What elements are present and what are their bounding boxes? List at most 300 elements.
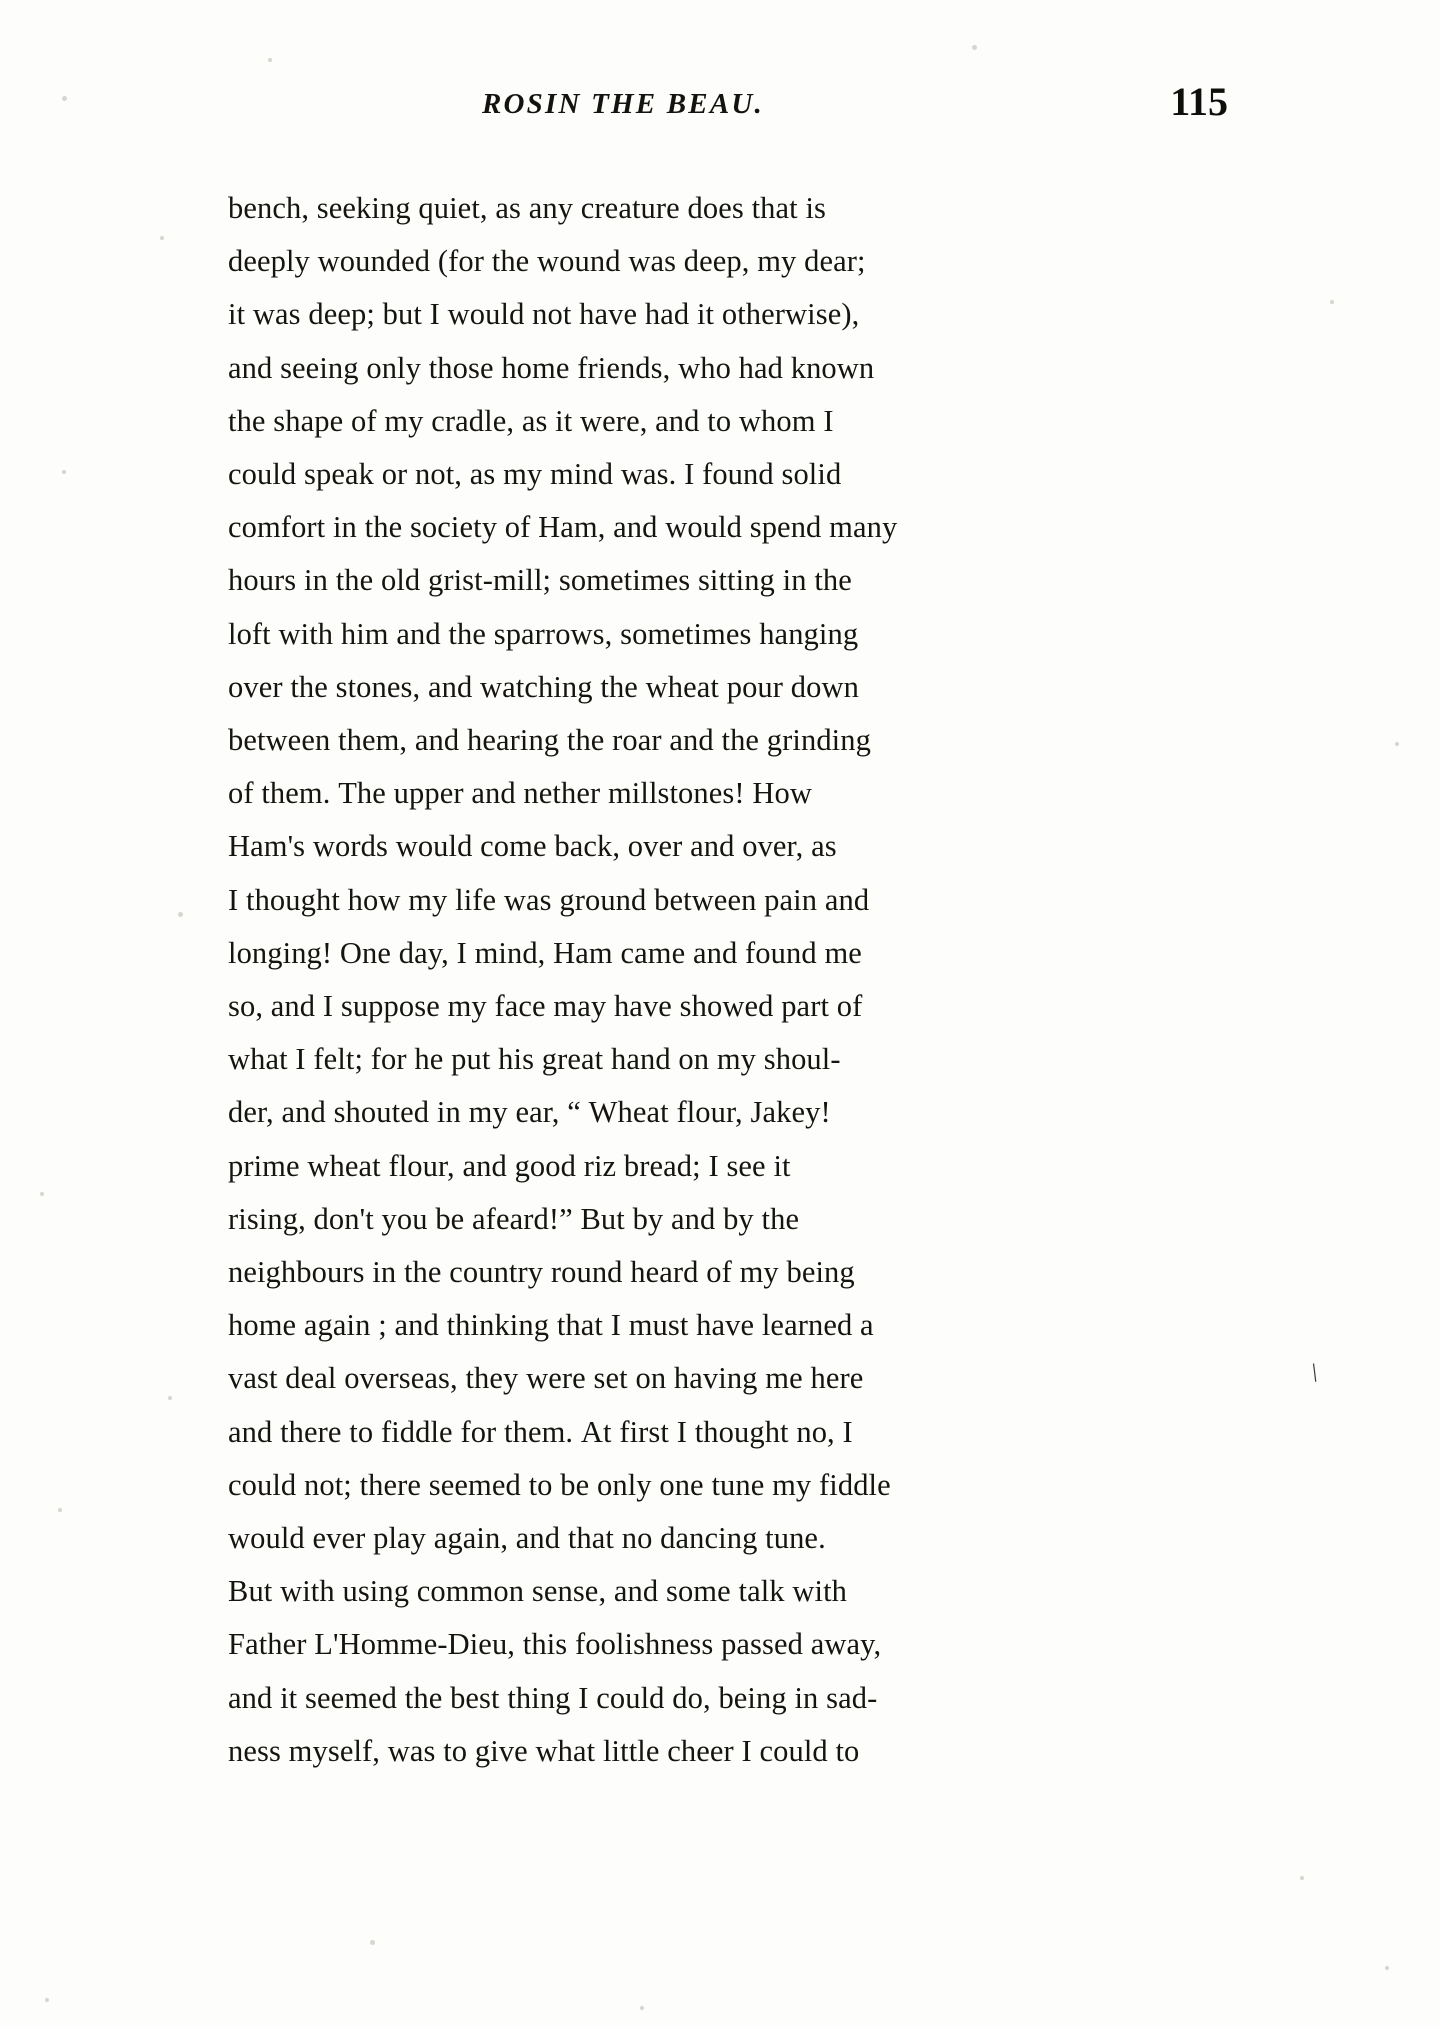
word: there — [280, 1414, 342, 1449]
word: not — [532, 297, 572, 332]
word: day, — [398, 935, 449, 970]
word: One — [339, 935, 392, 970]
word: me — [765, 1361, 803, 1396]
text-line — [228, 1512, 1228, 1565]
word: tune — [711, 1467, 765, 1502]
paper-speck — [40, 1192, 44, 1196]
word: was — [252, 297, 301, 332]
word: face — [494, 989, 546, 1024]
word: hand — [610, 1042, 671, 1077]
paper-speck — [168, 1396, 172, 1400]
word: common — [416, 1574, 525, 1609]
word: the — [364, 510, 403, 545]
word: and — [613, 510, 658, 545]
text-line — [228, 1299, 1228, 1352]
word: this — [522, 1627, 568, 1662]
word: in — [436, 1095, 461, 1130]
text-line — [228, 182, 1228, 235]
text-line — [228, 1565, 1228, 1618]
text-line — [228, 608, 1228, 661]
word: sitting — [697, 563, 775, 598]
word: over — [228, 669, 283, 704]
text-line — [228, 1725, 1228, 1778]
word: many — [829, 510, 898, 545]
word: deal — [285, 1361, 337, 1396]
word: thinking — [446, 1308, 550, 1343]
word: tune. — [765, 1521, 826, 1556]
word: in — [304, 563, 328, 598]
word: and — [462, 1148, 507, 1183]
text-line — [228, 501, 1228, 554]
word: quiet, — [418, 191, 488, 225]
word: of — [504, 510, 531, 545]
word: him — [340, 616, 389, 651]
word: in — [794, 1680, 819, 1715]
word: there — [359, 1467, 422, 1502]
word: learned — [761, 1308, 853, 1343]
word: “ — [567, 1095, 581, 1130]
word: seemed — [304, 1680, 398, 1715]
word: for — [370, 1042, 407, 1077]
word: otherwise), — [721, 297, 860, 332]
page-header — [228, 79, 1228, 136]
word: hearing — [466, 723, 560, 758]
word: only — [597, 1467, 652, 1502]
word: I — [228, 882, 239, 917]
word: does — [687, 191, 744, 225]
word: shape — [273, 403, 344, 438]
word: I — [295, 1042, 306, 1077]
word: But — [580, 1201, 625, 1236]
word: riz — [583, 1148, 617, 1183]
word: that — [556, 1308, 603, 1343]
word: I — [823, 403, 834, 438]
word: by — [632, 1201, 664, 1236]
word: cradle, — [431, 403, 515, 438]
word: be — [435, 1201, 465, 1236]
word: How — [752, 776, 812, 811]
word: seeking — [316, 191, 411, 225]
word: I — [578, 1680, 589, 1715]
margin-pen-mark: \ — [1307, 1357, 1322, 1388]
word: millstones! — [607, 776, 745, 811]
word: for — [460, 1414, 497, 1449]
word: away, — [810, 1627, 882, 1662]
word: ness — [228, 1733, 281, 1768]
word: whom — [738, 403, 816, 438]
word: not; — [304, 1467, 352, 1502]
text-line — [228, 767, 1228, 820]
word: grinding — [766, 723, 871, 758]
word: it — [555, 403, 573, 438]
word: the — [814, 563, 852, 598]
word: great — [541, 1042, 604, 1077]
word: or — [381, 457, 408, 492]
paper-speck — [640, 2006, 644, 2010]
word: they — [465, 1361, 519, 1396]
word: sad- — [826, 1680, 878, 1715]
word: home — [501, 350, 570, 385]
word: how — [347, 882, 401, 917]
word: foolishness — [574, 1627, 714, 1662]
word: the — [403, 1255, 442, 1290]
word: sometimes — [620, 616, 752, 651]
word: my — [716, 1042, 757, 1077]
word: and — [669, 723, 714, 758]
word: that — [567, 1521, 614, 1556]
word: with — [280, 1574, 335, 1609]
text-line — [228, 1033, 1228, 1086]
word: and — [228, 350, 273, 385]
word: my — [757, 244, 797, 279]
word: Jakey! — [750, 1095, 831, 1130]
word: best — [450, 1680, 500, 1715]
word: you — [381, 1201, 428, 1236]
word: flour, — [676, 1095, 743, 1130]
word: known — [790, 350, 875, 385]
word: heard — [630, 1255, 699, 1290]
word: could — [228, 1467, 297, 1502]
paper-speck — [58, 1508, 62, 1512]
word: upper — [393, 776, 464, 811]
word: bread; — [623, 1148, 701, 1183]
word: But — [228, 1574, 273, 1609]
text-line — [228, 1246, 1228, 1299]
word: as — [469, 457, 496, 492]
word: have — [579, 297, 638, 332]
word: and — [515, 1521, 561, 1556]
word: was — [503, 882, 552, 917]
word: myself, — [288, 1733, 381, 1768]
paper-speck — [62, 96, 67, 101]
word: the — [335, 563, 374, 598]
word: only — [366, 350, 421, 385]
word: old — [380, 563, 421, 598]
word: (for — [437, 244, 485, 279]
word: were — [526, 1361, 586, 1396]
word: would — [395, 829, 473, 864]
word: passed — [721, 1627, 803, 1662]
running-title: ROSIN THE BEAU. — [482, 88, 764, 120]
word: my — [503, 457, 543, 492]
word: see — [726, 1148, 766, 1183]
word: part — [781, 989, 830, 1024]
word: my — [384, 403, 424, 438]
word: home — [228, 1308, 297, 1343]
word: may — [553, 989, 607, 1024]
paper-speck — [1395, 742, 1399, 746]
word: were, — [580, 403, 648, 438]
word: and — [824, 882, 870, 917]
word: play — [373, 1521, 427, 1556]
text-line — [228, 1618, 1228, 1671]
paper-speck — [45, 1998, 49, 2002]
word: wheat — [645, 669, 719, 704]
word: Wheat — [588, 1095, 669, 1130]
text-line — [228, 1193, 1228, 1246]
word: roar — [612, 723, 662, 758]
word: between — [654, 882, 757, 917]
text-line — [228, 1140, 1228, 1193]
word: was — [628, 244, 677, 279]
text-line — [228, 874, 1228, 927]
word: thing — [507, 1680, 571, 1715]
word: my — [468, 1095, 508, 1130]
word: would — [447, 297, 525, 332]
word: using — [342, 1574, 410, 1609]
word: to — [349, 1414, 374, 1449]
word: to — [528, 1467, 553, 1502]
word: of — [228, 776, 254, 811]
text-line — [228, 1086, 1228, 1139]
word: grist-mill; — [428, 563, 552, 598]
word: come — [480, 829, 547, 864]
word: At — [580, 1414, 612, 1449]
word: do, — [672, 1680, 711, 1715]
word: over, — [742, 829, 804, 864]
word: the — [448, 616, 486, 651]
word: his — [498, 1042, 535, 1077]
word: pour — [726, 669, 784, 704]
word: wounded — [317, 244, 431, 279]
word: and — [281, 1095, 326, 1130]
word: the — [600, 669, 638, 704]
word: and — [690, 829, 735, 864]
word: Ham, — [538, 510, 606, 545]
word: I — [610, 1308, 621, 1343]
word: found — [745, 935, 817, 970]
page-number: 115 — [1170, 79, 1228, 124]
word: Ham — [553, 935, 613, 970]
word: would — [228, 1521, 305, 1556]
word: with — [278, 616, 334, 651]
word: the — [228, 403, 266, 438]
word: watching — [480, 669, 593, 704]
word: he — [414, 1042, 444, 1077]
word: ear, — [515, 1095, 560, 1130]
word: ground — [559, 882, 647, 917]
word: by — [723, 1201, 754, 1236]
word: no, — [796, 1414, 835, 1449]
word: the — [761, 1201, 800, 1236]
paper-speck — [62, 470, 66, 474]
word: would — [665, 510, 742, 545]
word: that — [751, 191, 798, 225]
word: sparrows, — [493, 616, 613, 651]
word: back, — [554, 829, 621, 864]
word: my — [739, 1255, 779, 1290]
word: comfort — [228, 510, 326, 545]
word: the — [566, 723, 605, 758]
word: cheer — [667, 1733, 734, 1768]
word: hanging — [759, 616, 859, 651]
word: speak — [304, 457, 374, 492]
word: being — [718, 1680, 787, 1715]
word: ; — [378, 1308, 387, 1343]
word: in — [782, 563, 807, 598]
paper-speck — [160, 236, 164, 240]
word: fiddle — [819, 1467, 891, 1502]
word: shoul- — [763, 1042, 841, 1077]
word: ever — [312, 1521, 366, 1556]
word: again, — [433, 1521, 509, 1556]
text-line — [228, 1459, 1228, 1512]
word: and — [671, 1201, 716, 1236]
text-line — [228, 1406, 1228, 1459]
word: as — [811, 829, 837, 864]
word: to — [443, 1733, 468, 1768]
word: I — [456, 935, 467, 970]
word: mind, — [474, 935, 546, 970]
word: but — [382, 297, 422, 332]
word: a — [860, 1308, 874, 1343]
word: no — [621, 1521, 653, 1556]
word: prime — [228, 1148, 300, 1183]
word: neighbours — [228, 1255, 365, 1290]
word: set — [593, 1361, 628, 1396]
word: round — [550, 1255, 623, 1290]
word: give — [474, 1733, 528, 1768]
word: what — [535, 1733, 596, 1768]
paper-speck — [178, 912, 183, 917]
word: of — [706, 1255, 732, 1290]
word: have — [613, 989, 672, 1024]
word: and — [613, 1574, 659, 1609]
word: between — [228, 723, 331, 758]
text-line — [228, 1672, 1228, 1725]
word: pain — [764, 882, 818, 917]
word: deep, — [683, 244, 750, 279]
word: some — [665, 1574, 731, 1609]
word: and — [270, 989, 316, 1024]
word: and — [394, 1308, 439, 1343]
word: it — [280, 1680, 298, 1715]
word: could — [759, 1733, 828, 1768]
paper-speck — [1330, 300, 1334, 304]
word: not, — [415, 457, 463, 492]
word: deep; — [308, 297, 375, 332]
text-line — [228, 980, 1228, 1033]
word: nether — [523, 776, 601, 811]
word: friends, — [577, 350, 671, 385]
word: with — [792, 1574, 847, 1609]
word: little — [602, 1733, 660, 1768]
word: could — [228, 457, 297, 492]
word: showed — [679, 989, 774, 1024]
word: and — [655, 403, 700, 438]
word: I — [676, 1414, 687, 1449]
word: longing! — [228, 935, 333, 970]
word: sometimes — [558, 563, 691, 598]
word: I — [842, 1414, 853, 1449]
text-line — [228, 820, 1228, 873]
word: shouted — [333, 1095, 430, 1130]
word: overseas, — [344, 1361, 458, 1396]
paper-speck — [1385, 1966, 1389, 1970]
word: life — [455, 882, 497, 917]
word: society — [409, 510, 498, 545]
word: being — [786, 1255, 855, 1290]
word: in — [332, 510, 357, 545]
word: flour, — [388, 1148, 455, 1183]
word: my — [447, 989, 487, 1024]
word: so, — [228, 989, 264, 1024]
paper-speck — [370, 1940, 375, 1945]
word: dear; — [804, 244, 866, 279]
word: it — [696, 297, 715, 332]
word: could — [596, 1680, 665, 1715]
word: I — [322, 989, 334, 1024]
word: mind — [550, 457, 614, 492]
word: again — [303, 1308, 371, 1343]
word: was. — [620, 457, 677, 492]
word: wound — [537, 244, 621, 279]
word: in — [372, 1255, 397, 1290]
word: seemed — [428, 1467, 521, 1502]
word: afeard!” — [472, 1201, 573, 1236]
word: creature — [580, 191, 680, 225]
text-line — [228, 235, 1228, 288]
word: having — [673, 1361, 758, 1396]
word: first — [619, 1414, 669, 1449]
word: as — [521, 403, 548, 438]
word: who — [678, 350, 731, 385]
word: stones, — [335, 669, 421, 704]
word: the — [404, 1680, 443, 1715]
paper-speck — [268, 58, 272, 62]
word: here — [810, 1361, 864, 1396]
word: any — [528, 191, 574, 225]
word: vast — [228, 1361, 278, 1396]
text-line — [228, 554, 1228, 607]
word: my — [772, 1467, 812, 1502]
word: over — [627, 829, 683, 864]
word: spend — [749, 510, 822, 545]
word: good — [514, 1148, 576, 1183]
word: and — [228, 1414, 273, 1449]
word: the — [290, 669, 328, 704]
word: dancing — [660, 1521, 758, 1556]
word: found — [702, 457, 774, 492]
word: had — [738, 350, 783, 385]
word: country — [449, 1255, 544, 1290]
word: Father — [228, 1627, 307, 1662]
word: loft — [228, 616, 271, 651]
word: don't — [313, 1201, 374, 1236]
word: be — [560, 1467, 590, 1502]
word: and — [396, 616, 441, 651]
word: to — [835, 1733, 860, 1768]
word: the — [721, 723, 760, 758]
word: them. — [261, 776, 331, 811]
word: the — [491, 244, 530, 279]
word: is — [805, 191, 826, 225]
word: on — [678, 1042, 710, 1077]
word: der, — [228, 1095, 274, 1130]
word: them. — [504, 1414, 574, 1449]
word: of — [350, 403, 377, 438]
body-text — [228, 182, 1228, 1778]
paper-speck — [1300, 1876, 1304, 1880]
word: down — [790, 669, 859, 704]
word: I — [429, 297, 440, 332]
word: The — [338, 776, 386, 811]
word: of — [836, 989, 863, 1024]
text-line — [228, 342, 1228, 395]
word: words — [312, 829, 388, 864]
word: them, — [338, 723, 408, 758]
word: was — [387, 1733, 436, 1768]
